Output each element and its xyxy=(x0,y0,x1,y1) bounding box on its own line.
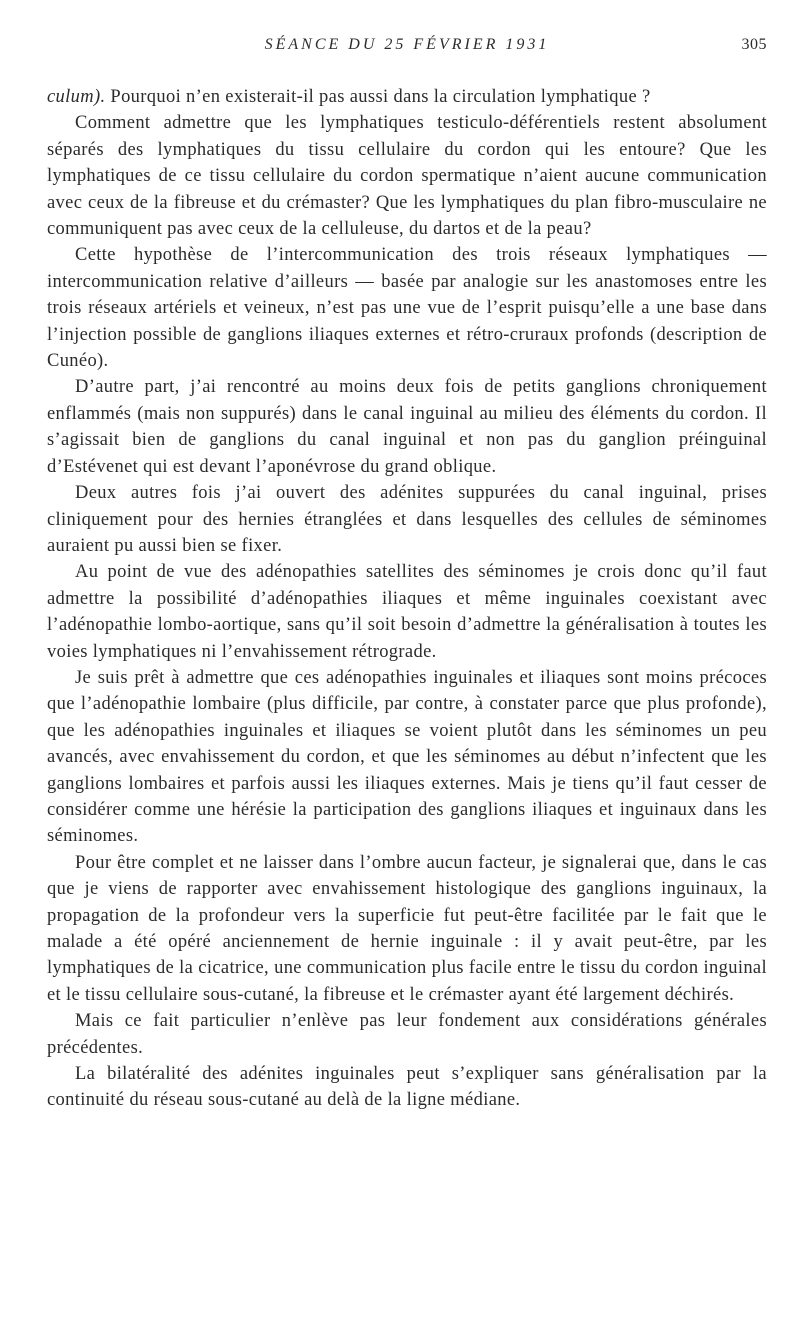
paragraph-2: Comment admettre que les lymphatiques testiculo-déférentiels restent absolument séparés des lymphatiques du tissu cellulaire du cordon qui les entoure? Que les lymphatiques de ce tissu cellulaire du cordon spermatique n’aient aucune communication avec ceux de la fibreuse et du crémaster? Que les lymphatiques du plan fibro-musculaire ne communiquent pas avec ceux de la celluleuse, du dartos et de la peau? xyxy=(47,113,767,240)
paragraph-9: Mais ce fait particulier n’enlève pas leur fondement aux considérations générales précédentes. xyxy=(47,1011,767,1058)
running-header xyxy=(47,36,767,66)
paragraph-6: Au point de vue des adénopathies satellites des séminomes je crois donc qu’il faut admettre la possibilité d’adénopathies iliaques et même inguinales coexistant avec l’adénopathie lombo-aortique, sans qu’il soit besoin d’admettre la généralisation à toutes les voies lymphatiques ni l’envahissement rétrograde. xyxy=(47,562,767,662)
paragraph-1 xyxy=(47,84,767,110)
paragraph-3: Cette hypothèse de l’intercommunication des trois réseaux lymphatiques — intercommunication relative d’ailleurs — basée par analogie sur les anastomoses entre les trois réseaux artériels et veineux, n’est pas une vue de l’esprit puisqu’elle a une base dans l’injection possible de ganglions iliaques externes et rétro-cruraux profonds (description de Cunéo). xyxy=(47,245,767,372)
body-text xyxy=(47,84,767,1114)
document-page xyxy=(47,36,767,1316)
page-number: 305 xyxy=(741,36,767,53)
paragraph-1-lead-italic: culum). xyxy=(47,87,106,107)
running-title: SÉANCE DU 25 FÉVRIER 1931 xyxy=(264,36,550,53)
paragraph-7: Je suis prêt à admettre que ces adénopathies inguinales et iliaques sont moins précoces que l’adénopathie lombaire (plus difficile, par contre, à constater parce que plus profonde), que les adénopathies inguinales et iliaques se voient plutôt dans les séminomes un peu avancés, avec envahissement du cordon, et que les séminomes au début n’infectent que les ganglions lombaires et parfois aussi les iliaques externes. Mais je tiens qu’il faut cesser de considérer comme une hérésie la participation des ganglions iliaques et inguinaux dans les séminomes. xyxy=(47,667,767,847)
paragraph-4: D’autre part, j’ai rencontré au moins deux fois de petits ganglions chroniquement enflammés (mais non suppurés) dans le canal inguinal au milieu des éléments du cordon. Il s’agissait bien de ganglions du canal inguinal et non pas du ganglion préinguinal d’Estévenet qui est devant l’aponévrose du grand oblique. xyxy=(47,377,767,477)
paragraph-8: Pour être complet et ne laisser dans l’ombre aucun facteur, je signalerai que, dans le cas que je viens de rapporter avec envahissement histologique des ganglions inguinaux, la propagation de la profondeur vers la superficie fut peut-être facilitée par le fait que le malade a été opéré anciennement de hernie inguinale : il y avait peut-être, par les lymphatiques de la cicatrice, une communication plus facile entre le tissu du cordon inguinal et le tissu cellulaire sous-cutané, la fibreuse et le crémaster ayant été largement déchirés. xyxy=(47,852,767,1005)
paragraph-5: Deux autres fois j’ai ouvert des adénites suppurées du canal inguinal, prises cliniquement pour des hernies étranglées et dans lesquelles des cellules de séminomes auraient pu aussi bien se fixer. xyxy=(47,483,767,556)
paragraph-1-text: Pourquoi n’en existerait-il pas aussi dans la circulation lymphatique ? xyxy=(105,87,651,107)
paragraph-10: La bilatéralité des adénites inguinales peut s’expliquer sans généralisation par la continuité du réseau sous-cutané au delà de la ligne médiane. xyxy=(47,1064,767,1111)
